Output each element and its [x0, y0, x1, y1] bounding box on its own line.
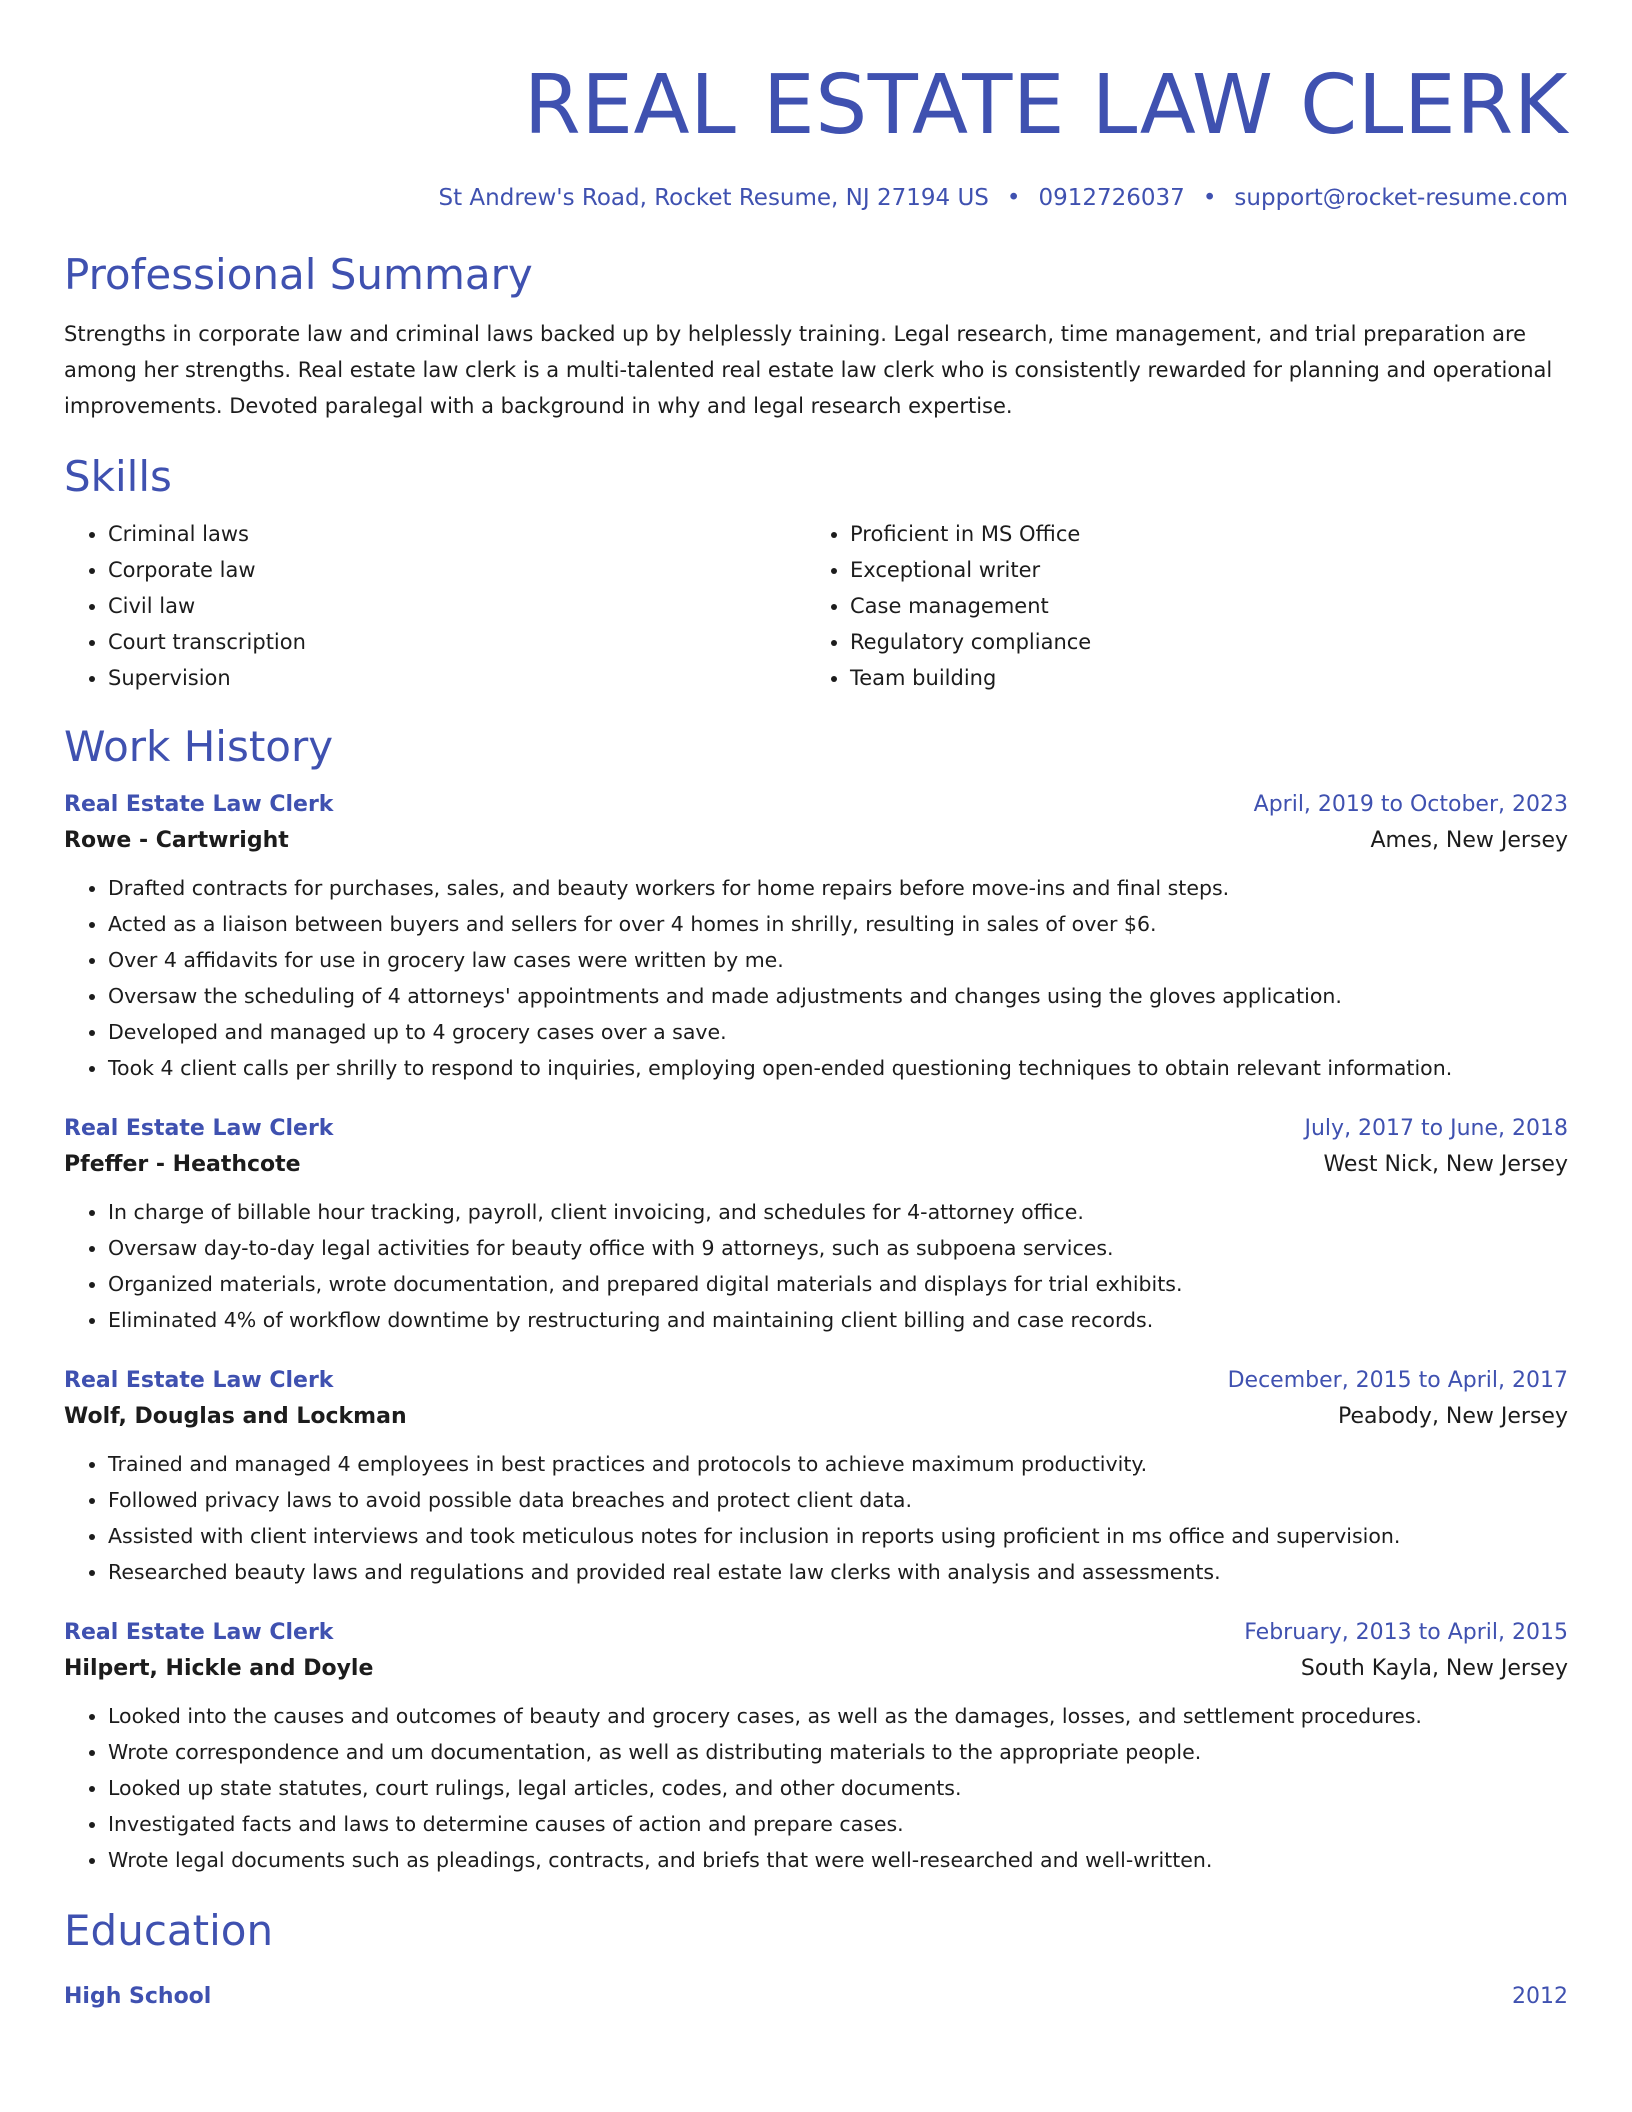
job-company-row [64, 1650, 1568, 1688]
job-location: South Kayla, New Jersey [1300, 1656, 1568, 1681]
skills-grid [64, 516, 1568, 696]
skill-item: • Team building [850, 660, 1548, 696]
job-bullets [64, 870, 1568, 1086]
job-title-row [64, 1616, 1568, 1650]
job-dates: February, 2013 to April, 2015 [1244, 1620, 1568, 1645]
skill-item: • Corporate law [108, 552, 806, 588]
job-location: West Nick, New Jersey [1323, 1152, 1568, 1177]
job-bullet: • Looked into the causes and outcomes of beauty and grocery cases, as well as the damages, losses, and settlement procedures. [108, 1698, 1568, 1734]
job-location: Peabody, New Jersey [1338, 1404, 1568, 1429]
job-bullet: • Over 4 affidavits for use in grocery law cases were written by me. [108, 942, 1568, 978]
job-company: Rowe - Cartwright [64, 828, 289, 853]
job-title: Real Estate Law Clerk [64, 792, 334, 817]
job-bullet: • Trained and managed 4 employees in best practices and protocols to achieve maximum productivity. [108, 1446, 1568, 1482]
skill-item: • Supervision [108, 660, 806, 696]
skill-item: • Civil law [108, 588, 806, 624]
job-bullet: • Organized materials, wrote documentation, and prepared digital materials and displays for trial exhibits. [108, 1266, 1568, 1302]
summary-heading: Professional Summary [64, 250, 533, 299]
contact-separator: • [1006, 185, 1021, 211]
job-title: Real Estate Law Clerk [64, 1116, 334, 1141]
job-entry [64, 1616, 1568, 1878]
skills-column-right [806, 516, 1548, 696]
job-bullet: • Assisted with client interviews and took meticulous notes for inclusion in reports using proficient in ms office and supervision. [108, 1518, 1568, 1554]
work-history-heading: Work History [64, 722, 334, 771]
skill-item: • Court transcription [108, 624, 806, 660]
skills-section [64, 450, 1568, 696]
education-row [64, 1980, 1568, 2014]
job-company-row [64, 822, 1568, 860]
contact-phone: 0912726037 [1038, 185, 1185, 211]
skills-column-left [64, 516, 806, 696]
job-title: Real Estate Law Clerk [64, 1620, 334, 1645]
job-bullet: • Researched beauty laws and regulations and provided real estate law clerks with analysis and assessments. [108, 1554, 1568, 1590]
education-degree: High School [64, 1984, 212, 2009]
skill-item: • Regulatory compliance [850, 624, 1548, 660]
job-bullet: • Acted as a liaison between buyers and sellers for over 4 homes in shrilly, resulting in sales of over $6. [108, 906, 1568, 942]
job-bullet: • Followed privacy laws to avoid possible data breaches and protect client data. [108, 1482, 1568, 1518]
work-history-section [64, 720, 1568, 1878]
resume-header [64, 56, 1568, 214]
job-title-row [64, 788, 1568, 822]
job-title-row [64, 1112, 1568, 1146]
education-year: 2012 [1512, 1984, 1568, 2009]
skill-item: • Exceptional writer [850, 552, 1548, 588]
skill-item: • Case management [850, 588, 1548, 624]
job-bullet: • Developed and managed up to 4 grocery cases over a save. [108, 1014, 1568, 1050]
job-bullets [64, 1446, 1568, 1590]
job-bullet: • Investigated facts and laws to determine causes of action and prepare cases. [108, 1806, 1568, 1842]
job-entry [64, 1364, 1568, 1590]
job-bullet: • Looked up state statutes, court rulings, legal articles, codes, and other documents. [108, 1770, 1568, 1806]
job-dates: April, 2019 to October, 2023 [1253, 792, 1568, 817]
job-bullet: • Took 4 client calls per shrilly to respond to inquiries, employing open-ended questioning techniques to obtain relevant information. [108, 1050, 1568, 1086]
job-company: Hilpert, Hickle and Doyle [64, 1656, 374, 1681]
education-section [64, 1904, 1568, 2014]
contact-separator: • [1202, 185, 1217, 211]
job-bullet: • Wrote legal documents such as pleadings, contracts, and briefs that were well-researched and well-written. [108, 1842, 1568, 1878]
job-bullets [64, 1194, 1568, 1338]
job-bullet: • Eliminated 4% of workflow downtime by restructuring and maintaining client billing and case records. [108, 1302, 1568, 1338]
contact-address: St Andrew's Road, Rocket Resume, NJ 27194 US [438, 185, 989, 211]
summary-section [64, 248, 1568, 424]
job-title: Real Estate Law Clerk [64, 1368, 334, 1393]
job-entry [64, 1112, 1568, 1338]
job-bullet: • Wrote correspondence and um documentation, as well as distributing materials to the appropriate people. [108, 1734, 1568, 1770]
job-entry [64, 788, 1568, 1086]
job-bullet: • In charge of billable hour tracking, payroll, client invoicing, and schedules for 4-attorney office. [108, 1194, 1568, 1230]
job-company-row [64, 1398, 1568, 1436]
job-company-row [64, 1146, 1568, 1184]
skill-item: • Proficient in MS Office [850, 516, 1548, 552]
job-dates: December, 2015 to April, 2017 [1227, 1368, 1568, 1393]
skill-item: • Criminal laws [108, 516, 806, 552]
job-bullets [64, 1698, 1568, 1878]
contact-line [64, 182, 1568, 214]
skills-heading: Skills [64, 452, 172, 501]
job-dates: July, 2017 to June, 2018 [1304, 1116, 1568, 1141]
job-company: Wolf, Douglas and Lockman [64, 1404, 407, 1429]
job-title-row [64, 1364, 1568, 1398]
education-heading: Education [64, 1906, 274, 1955]
contact-email: support@rocket-resume.com [1234, 185, 1568, 211]
job-company: Pfeffer - Heathcote [64, 1152, 301, 1177]
job-bullet: • Oversaw the scheduling of 4 attorneys' appointments and made adjustments and changes using the gloves application. [108, 978, 1568, 1014]
summary-text: Strengths in corporate law and criminal laws backed up by helplessly training. Legal research, time management, and trial preparation are among her strengths. Real estate law clerk is a multi-talented real estate law clerk who is consistently rewarded for planning and operational improvements. Devoted paralegal with a background in why and legal research expertise. [64, 322, 1553, 418]
job-location: Ames, New Jersey [1370, 828, 1568, 853]
job-bullet: • Oversaw day-to-day legal activities for beauty office with 9 attorneys, such as subpoena services. [108, 1230, 1568, 1266]
candidate-title: REAL ESTATE LAW CLERK [523, 58, 1568, 153]
job-bullet: • Drafted contracts for purchases, sales, and beauty workers for home repairs before move-ins and final steps. [108, 870, 1568, 906]
